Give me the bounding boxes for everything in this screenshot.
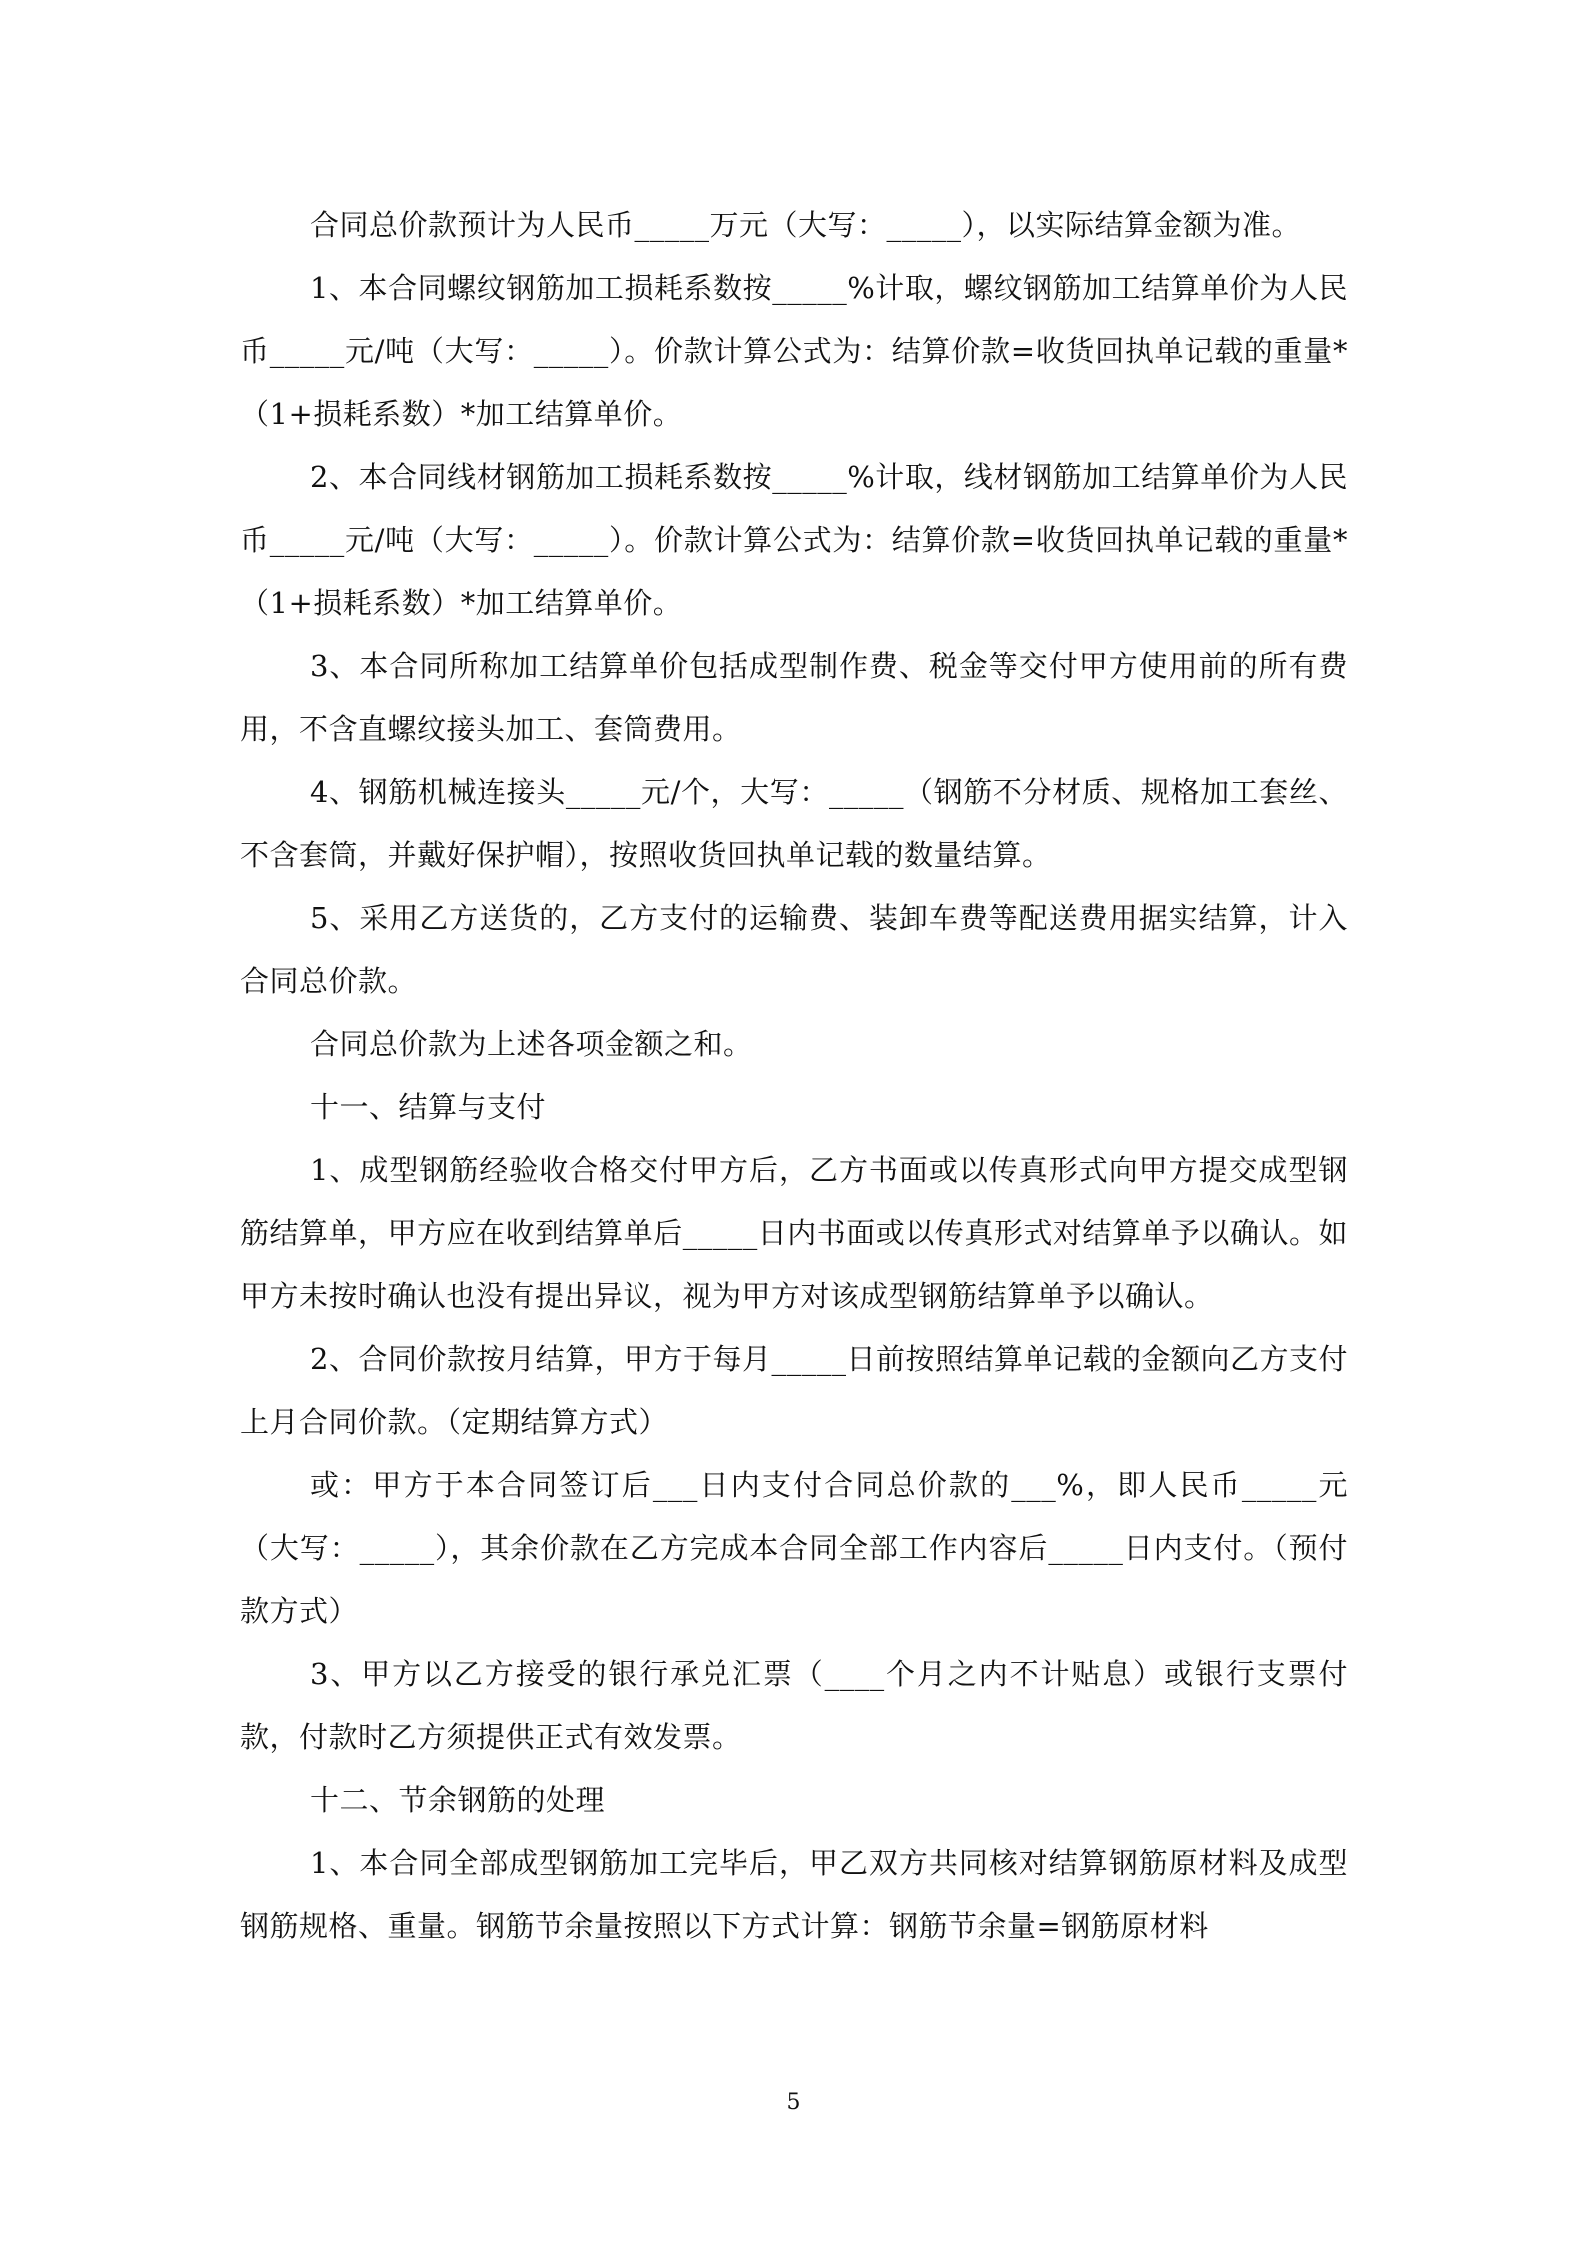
paragraph-settlement-confirmation: 1、成型钢筋经验收合格交付甲方后，乙方书面或以传真形式向甲方提交成型钢筋结算单，甲方应在收到结算单后_____日内书面或以传真形式对结算单予以确认。如甲方未按时确认也没有提出异议，视为甲方对该成型钢筋结算单予以确认。 bbox=[240, 1153, 1348, 1313]
paragraph-unit-price-scope: 3、本合同所称加工结算单价包括成型制作费、税金等交付甲方使用前的所有费用，不含直螺纹接头加工、套筒费用。 bbox=[240, 649, 1348, 746]
section-heading-surplus-rebar: 十二、节余钢筋的处理 bbox=[310, 1783, 606, 1817]
section-heading-settlement-payment: 十一、结算与支付 bbox=[310, 1090, 547, 1124]
paragraph-total-sum: 合同总价款为上述各项金额之和。 bbox=[310, 1027, 753, 1061]
paragraph-monthly-settlement: 2、合同价款按月结算，甲方于每月_____日前按照结算单记载的金额向乙方支付上月合同价款。（定期结算方式） bbox=[240, 1342, 1348, 1439]
paragraph-mechanical-connector: 4、钢筋机械连接头_____元/个，大写：_____（钢筋不分材质、规格加工套丝、不含套筒，并戴好保护帽），按照收货回执单记载的数量结算。 bbox=[240, 775, 1348, 872]
paragraph-total-price-estimate: 合同总价款预计为人民币_____万元（大写：_____），以实际结算金额为准。 bbox=[310, 208, 1302, 242]
paragraph-rebar-threaded-loss: 1、本合同螺纹钢筋加工损耗系数按_____%计取，螺纹钢筋加工结算单价为人民币_____元/吨（大写：_____）。价款计算公式为：结算价款=收货回执单记载的重量*（1+损耗系数）*加工结算单价。 bbox=[240, 271, 1348, 431]
paragraph-surplus-calculation: 1、本合同全部成型钢筋加工完毕后，甲乙双方共同核对结算钢筋原材料及成型钢筋规格、重量。钢筋节余量按照以下方式计算：钢筋节余量=钢筋原材料 bbox=[240, 1846, 1348, 1943]
page-number: 5 bbox=[786, 2090, 801, 2115]
paragraph-rebar-wire-loss: 2、本合同线材钢筋加工损耗系数按_____%计取，线材钢筋加工结算单价为人民币_____元/吨（大写：_____）。价款计算公式为：结算价款=收货回执单记载的重量*（1+损耗系数）*加工结算单价。 bbox=[240, 460, 1348, 620]
paragraph-payment-method: 3、甲方以乙方接受的银行承兑汇票（____个月之内不计贴息）或银行支票付款，付款时乙方须提供正式有效发票。 bbox=[240, 1657, 1348, 1754]
document-body bbox=[240, 194, 1348, 1958]
paragraph-delivery-cost: 5、采用乙方送货的，乙方支付的运输费、装卸车费等配送费用据实结算，计入合同总价款。 bbox=[240, 901, 1348, 998]
paragraph-prepayment-option: 或：甲方于本合同签订后___日内支付合同总价款的___%，即人民币_____元（大写：_____），其余价款在乙方完成本合同全部工作内容后_____日内支付。（预付款方式） bbox=[240, 1468, 1348, 1628]
